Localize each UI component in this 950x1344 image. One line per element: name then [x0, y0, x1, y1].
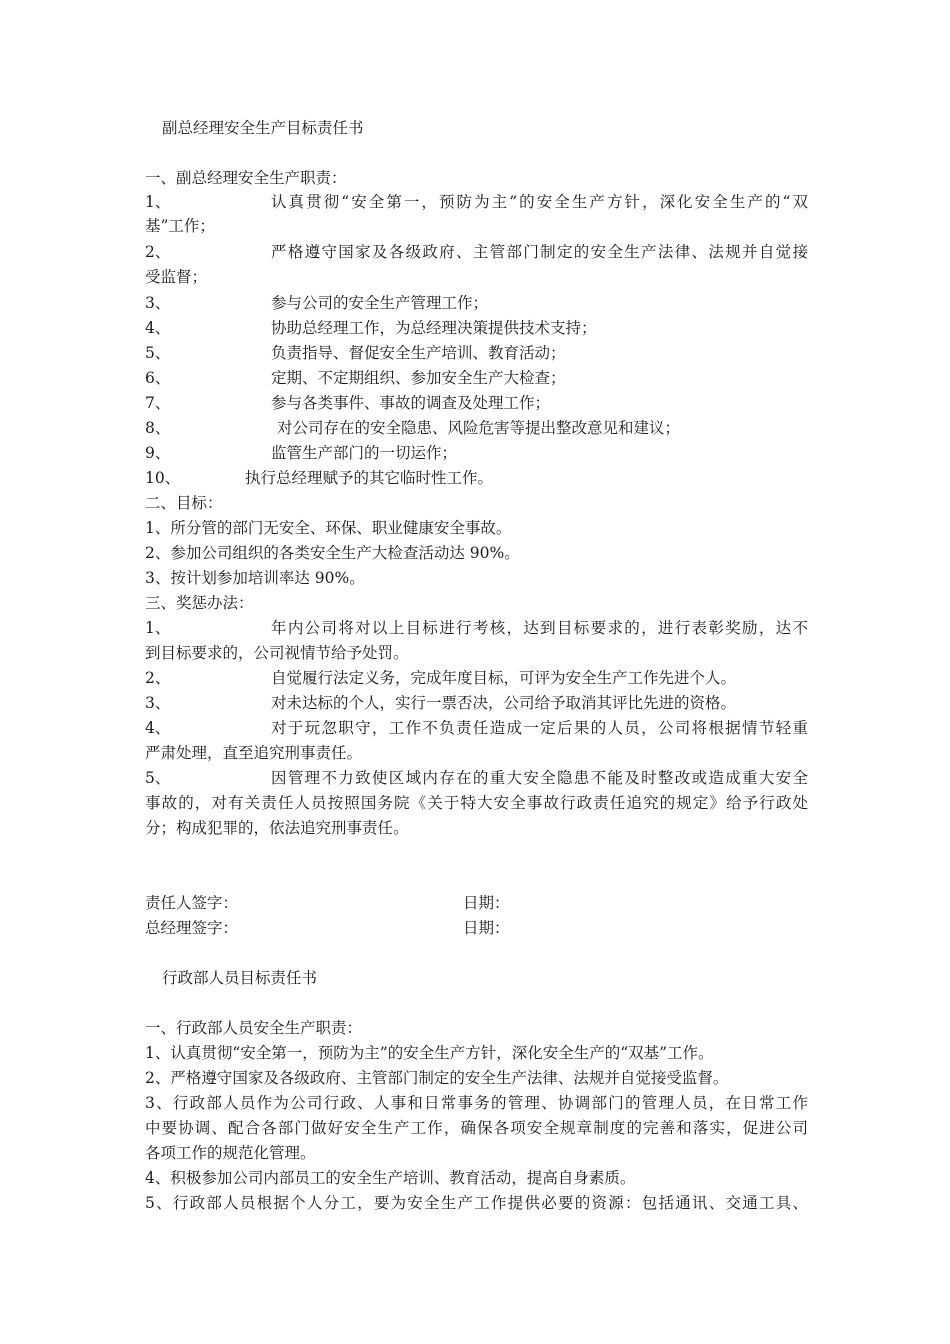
reward-1-cont: 到目标要求的，公司视情节给予处罚。 [145, 644, 409, 662]
doc2-section1-heading: 一、行政部人员安全生产职责： [145, 1019, 363, 1037]
doc2-line-3 [145, 1091, 808, 1115]
duty-6 [145, 366, 566, 390]
signature-gm: 总经理签字： [145, 919, 239, 937]
duty-text: 参与公司的安全生产管理工作； [271, 294, 489, 312]
date-label-2: 日期： [463, 919, 510, 937]
duty-text: 执行总经理赋予的其它临时性工作。 [245, 469, 494, 487]
duty-text: 参与各类事件、事故的调查及处理工作； [271, 394, 551, 412]
reward-4-cont: 严肃处理，直至追究刑事责任。 [145, 744, 363, 762]
reward-5-cont-text: 事故的，对有关责任人员按照国务院《关于特大安全事故行政责任追究的规定》给予行政处 [145, 794, 808, 812]
duty-3 [145, 291, 488, 315]
duty-text: 严格遵守国家及各级政府、主管部门制定的安全生产法律、法规并自觉接 [271, 243, 808, 261]
duty-7 [145, 391, 550, 415]
duty-number: 5、 [145, 344, 171, 362]
doc1-title: 副总经理安全生产目标责任书 [162, 119, 364, 137]
doc2-title: 行政部人员目标责任书 [162, 969, 318, 987]
reward-number: 2、 [145, 669, 171, 687]
reward-5-cont [145, 791, 808, 815]
reward-text: 年内公司将对以上目标进行考核，达到目标要求的，进行表彰奖励，达不 [271, 619, 808, 637]
duty-number: 4、 [145, 319, 171, 337]
doc2-line-2: 2、严格遵守国家及各级政府、主管部门制定的安全生产法律、法规并自觉接受监督。 [145, 1069, 729, 1087]
goal-1: 1、所分管的部门无安全、环保、职业健康安全事故。 [145, 519, 512, 537]
doc1-section2-heading: 二、目标： [145, 494, 223, 512]
reward-2 [145, 666, 736, 690]
reward-text: 对于玩忽职守，工作不负责任造成一定后果的人员，公司将根据情节轻重 [271, 719, 808, 737]
duty-number: 7、 [145, 394, 171, 412]
duty-text: 认真贯彻“安全第一，预防为主”的安全生产方针，深化安全生产的“双 [271, 193, 808, 211]
duty-10 [145, 466, 493, 490]
doc2-line-4-text: 中要协调、配合各部门做好安全生产工作，确保各项安全规章制度的完善和落实，促进公司 [145, 1119, 808, 1137]
reward-4 [145, 716, 808, 740]
duty-number: 1、 [145, 193, 171, 211]
doc2-line-3-text: 3、行政部人员作为公司行政、人事和日常事务的管理、协调部门的管理人员，在日常工作 [145, 1094, 808, 1112]
reward-text: 自觉履行法定义务，完成年度目标，可评为安全生产工作先进个人。 [271, 669, 737, 687]
duty-text: 对公司存在的安全隐患、风险危害等提出整改意见和建议； [277, 419, 681, 437]
doc1-section3-heading: 三、奖惩办法： [145, 594, 254, 612]
doc2-line-7-text: 5、行政部人员根据个人分工，要为安全生产工作提供必要的资源：包括通讯、交通工具、 [145, 1194, 808, 1212]
doc2-line-4 [145, 1116, 808, 1140]
duty-number: 2、 [145, 243, 171, 261]
duty-1-cont: 基”工作； [145, 217, 215, 235]
reward-number: 1、 [145, 619, 171, 637]
signature-responsible: 责任人签字： [145, 894, 239, 912]
doc2-line-1: 1、认真贯彻“安全第一，预防为主”的安全生产方针，深化安全生产的“双基”工作。 [145, 1044, 714, 1062]
goal-3: 3、按计划参加培训率达 90%。 [145, 569, 365, 587]
duty-2-cont: 受监督； [145, 268, 208, 286]
reward-number: 3、 [145, 694, 171, 712]
duty-1 [145, 190, 808, 214]
reward-5 [145, 766, 808, 790]
duty-number: 3、 [145, 294, 171, 312]
date-label-1: 日期： [463, 894, 510, 912]
doc2-line-6: 4、积极参加公司内部员工的安全生产培训、教育活动，提高自身素质。 [145, 1169, 636, 1187]
duty-number: 9、 [145, 444, 171, 462]
doc2-line-5: 各项工作的规范化管理。 [145, 1144, 316, 1162]
goal-2: 2、参加公司组织的各类安全生产大检查活动达 90%。 [145, 544, 520, 562]
duty-number: 8、 [145, 419, 171, 437]
reward-text: 因管理不力致使区域内存在的重大安全隐患不能及时整改或造成重大安全 [271, 769, 808, 787]
duty-text: 定期、不定期组织、参加安全生产大检查； [271, 369, 566, 387]
duty-4 [145, 316, 597, 340]
duty-number: 6、 [145, 369, 171, 387]
duty-2 [145, 240, 808, 264]
duty-text: 监管生产部门的一切运作； [271, 444, 458, 462]
duty-number: 10、 [145, 469, 181, 487]
duty-5 [145, 341, 566, 365]
reward-number: 4、 [145, 719, 171, 737]
reward-3 [145, 691, 736, 715]
reward-1 [145, 616, 808, 640]
duty-text: 负责指导、督促安全生产培训、教育活动； [271, 344, 566, 362]
duty-text: 协助总经理工作，为总经理决策提供技术支持； [271, 319, 597, 337]
duty-9 [145, 441, 457, 465]
doc2-line-7 [145, 1191, 808, 1215]
reward-text: 对未达标的个人，实行一票否决，公司给予取消其评比先进的资格。 [271, 694, 737, 712]
reward-5-cont2: 分；构成犯罪的，依法追究刑事责任。 [145, 819, 409, 837]
reward-number: 5、 [145, 769, 171, 787]
duty-8 [145, 416, 680, 440]
doc1-section1-heading: 一、副总经理安全生产职责： [145, 169, 347, 187]
